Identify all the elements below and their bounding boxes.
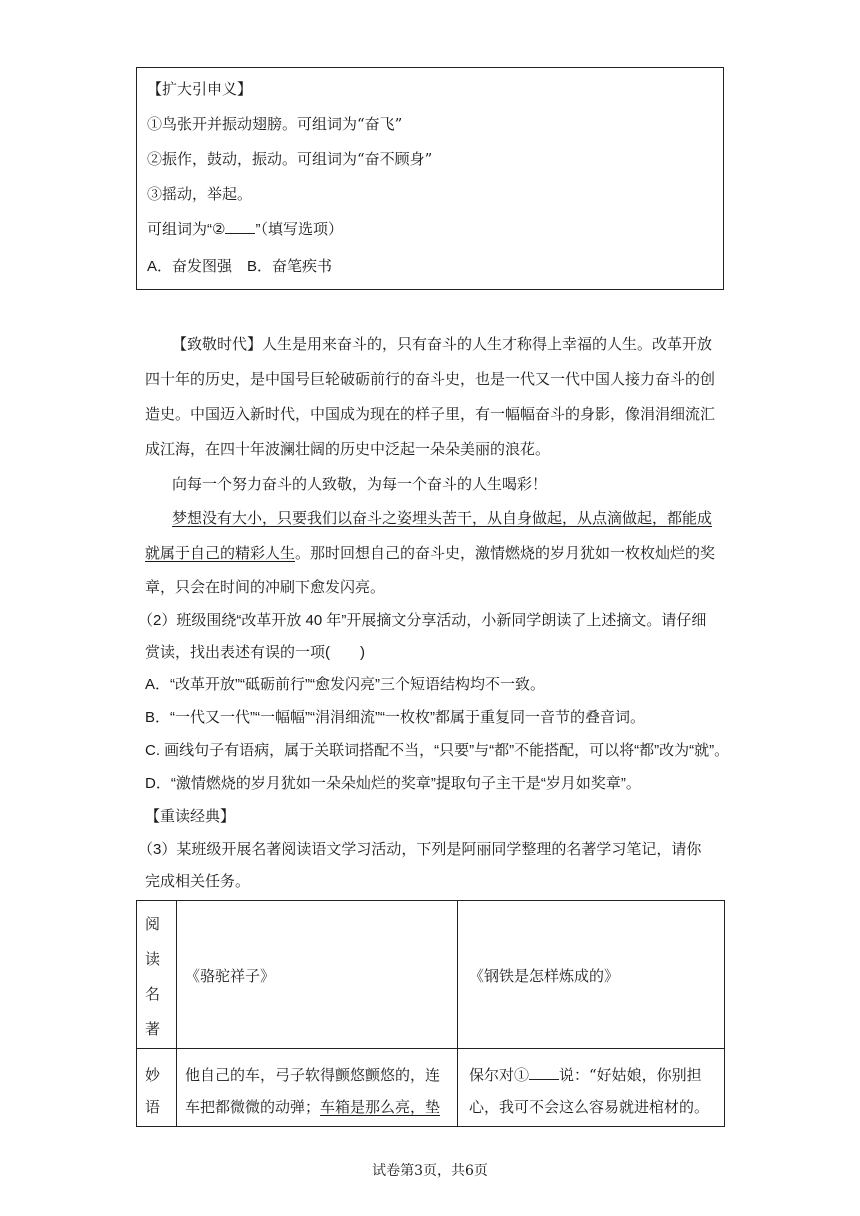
table-divider <box>137 1048 724 1049</box>
quote-1-plain: 车把都微微的动弹； <box>185 1098 321 1116</box>
row-label-char: 阅 <box>145 915 161 933</box>
box-heading: 【扩大引申义】 <box>147 80 253 98</box>
quote-2-prefix: 保尔对① <box>469 1066 530 1084</box>
meaning-3: ③摇动，举起。 <box>147 185 253 203</box>
answer-blank[interactable] <box>529 1065 559 1080</box>
passage-line-8: 章，只会在时间的冲刷下愈发闪亮。 <box>145 578 386 596</box>
page-footer: 试卷第3页，共6页 <box>372 1163 488 1179</box>
quote-1-underlined: 车箱是那么亮，垫 <box>320 1098 441 1116</box>
question-2-stem-2: 赏读，找出表述有误的一项( ) <box>145 644 365 661</box>
fill-question-suffix: ”（填写选项） <box>255 221 343 238</box>
row-label-char: 妙 <box>145 1066 161 1084</box>
quote-2-line-1 <box>469 1064 702 1085</box>
section-heading: 【重读经典】 <box>145 808 236 825</box>
row-label-char: 著 <box>145 1020 161 1038</box>
passage-line-4: 成江海，在四十年波澜壮阔的历史中泛起一朵朵美丽的浪花。 <box>145 440 551 458</box>
fill-question <box>147 218 343 239</box>
quote-2-line-2: 心，我可不会这么容易就进棺材的。 <box>469 1098 710 1116</box>
passage-line-3: 造史。中国迈入新时代，中国成为现在的样子里，有一幅幅奋斗的身影，像涓涓细流汇 <box>145 405 716 423</box>
fill-question-prefix: 可组词为“② <box>147 221 226 238</box>
question-2-option-c[interactable]: C. 画线句子有语病，属于关联词搭配不当，“只要”与“都”不能搭配，可以将“都”改为“就”。 <box>145 742 730 759</box>
box-options: A．奋发图强 B．奋笔疾书 <box>147 258 333 275</box>
meaning-1: ①鸟张开并振动翅膀。可组词为“奋飞” <box>147 115 403 133</box>
passage-line-2: 四十年的历史，是中国号巨轮破砺前行的奋斗史，也是一代又一代中国人接力奋斗的创 <box>145 370 716 388</box>
row-label-char: 读 <box>145 950 161 968</box>
quote-2-suffix: 说：“好姑娘，你别担 <box>559 1066 702 1084</box>
question-2-option-a[interactable]: A．“改革开放”“砥砺前行”“愈发闪亮”三个短语结构均不一致。 <box>145 676 545 693</box>
question-3-stem-1: （3）某班级开展名著阅读语文学习活动，下列是阿丽同学整理的名著学习笔记，请你 <box>138 841 702 858</box>
meaning-2: ②振作，鼓动，振动。可组词为“奋不顾身” <box>147 150 433 168</box>
question-2-option-b[interactable]: B．“一代又一代”“一幅幅”“涓涓细流”“一枚枚”都属于重复同一音节的叠音词。 <box>145 709 645 726</box>
underlined-sentence-end: 就属于自己的精彩人生 <box>145 544 296 562</box>
answer-blank[interactable] <box>225 219 255 234</box>
question-3-stem-2: 完成相关任务。 <box>145 873 251 890</box>
passage-line-6-underlined: 梦想没有大小，只要我们以奋斗之姿埋头苦干，从自身做起，从点滴做起，都能成 <box>172 509 713 527</box>
row-label-char: 语 <box>145 1098 161 1116</box>
passage-line-5: 向每一个努力奋斗的人致敬，为每一个奋斗的人生喝彩！ <box>172 475 548 493</box>
quote-1-line-2 <box>185 1096 440 1117</box>
table-divider <box>176 901 177 1126</box>
book-title-1: 《骆驼祥子》 <box>185 967 276 985</box>
table-divider <box>457 901 458 1126</box>
quote-1-line-1: 他自己的车，弓子软得颤悠颤悠的，连 <box>185 1066 441 1084</box>
passage-line-1: 【致敬时代】人生是用来奋斗的，只有奋斗的人生才称得上幸福的人生。改革开放 <box>172 335 713 353</box>
question-2-option-d[interactable]: D．“激情燃烧的岁月犹如一朵朵灿烂的奖章”提取句子主干是“岁月如奖章”。 <box>145 775 641 792</box>
passage-line-7 <box>145 542 715 563</box>
question-2-stem-1: （2）班级围绕“改革开放 40 年”开展摘文分享活动，小新同学朗读了上述摘文。请仔细 <box>138 612 707 629</box>
passage-line-7-rest: 。那时回想自己的奋斗史，激情燃烧的岁月犹如一枚枚灿烂的奖 <box>295 544 716 562</box>
meaning-extension-box <box>136 67 724 290</box>
row-label-char: 名 <box>145 985 161 1003</box>
book-title-2: 《钢铁是怎样炼成的》 <box>469 967 620 985</box>
reading-notes-table <box>136 900 725 1127</box>
